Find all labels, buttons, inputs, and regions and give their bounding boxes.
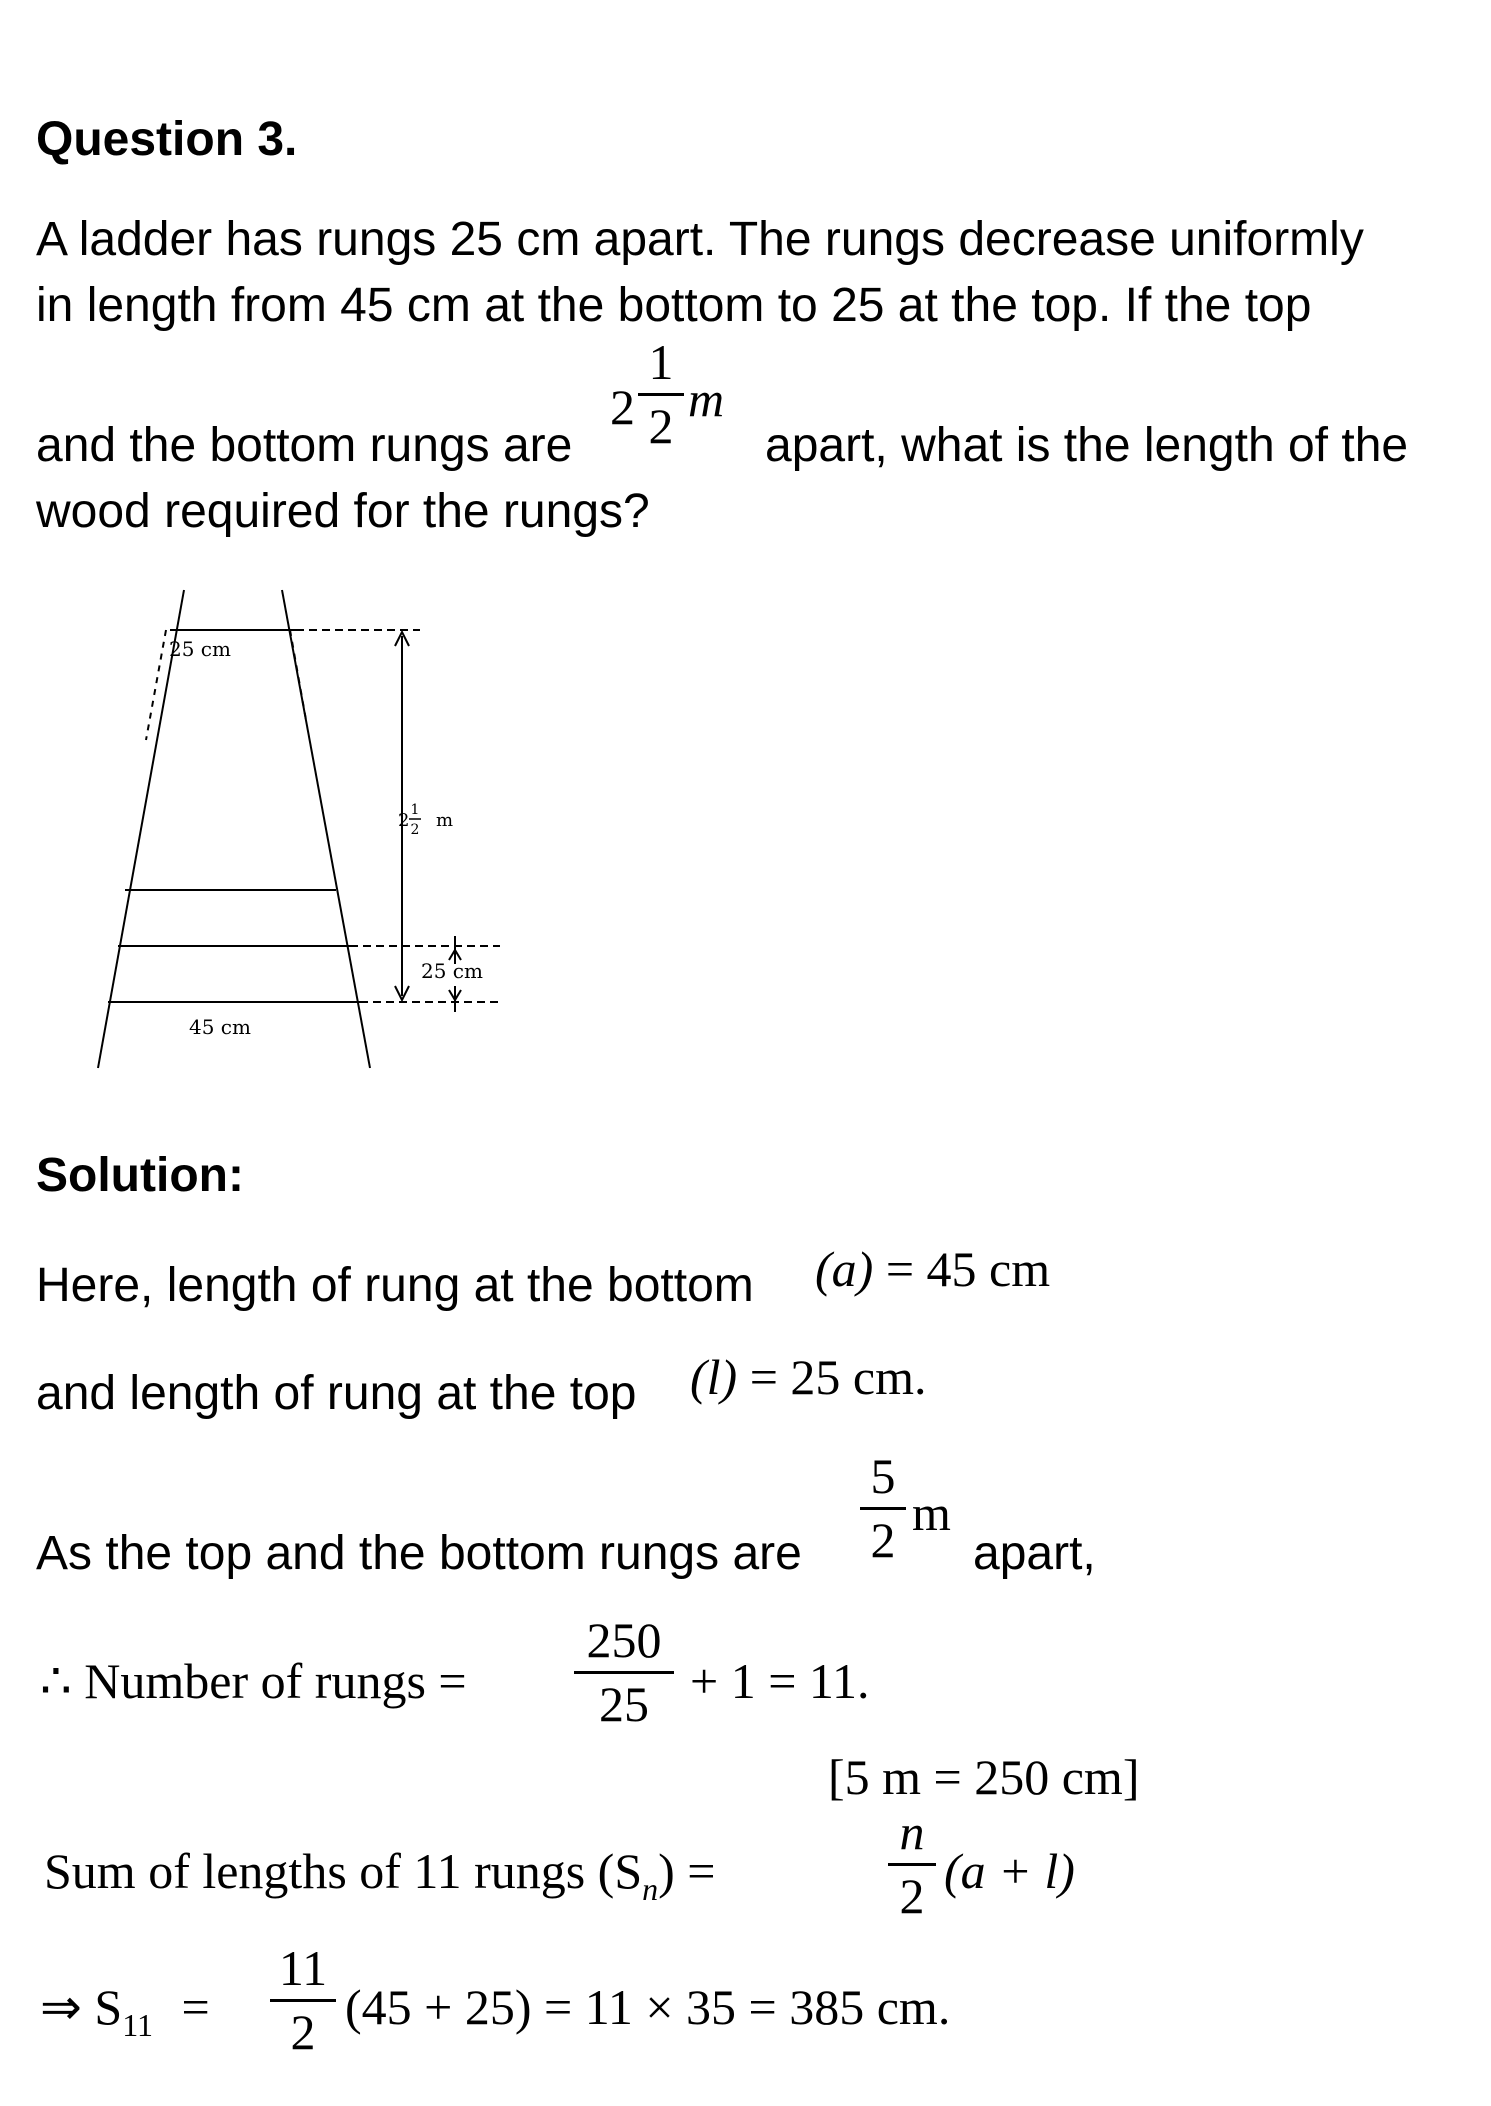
solution-line-3-text: As the top and the bottom rungs are xyxy=(36,1527,802,1580)
sum-fraction xyxy=(888,1806,936,1922)
final-frac xyxy=(270,1942,336,2058)
question-line-4: wood required for the rungs? xyxy=(36,485,650,538)
sum-suffix: (a + l) xyxy=(944,1843,1075,1899)
solution-heading: Solution: xyxy=(36,1149,244,1202)
rungs-fraction xyxy=(574,1614,674,1730)
sum-prefix: Sum of lengths of 11 rungs (S xyxy=(44,1843,643,1899)
figure-height-num: 1 xyxy=(410,802,420,818)
rungs-prefix: ∴ Number of rungs = xyxy=(40,1653,467,1709)
value-25: = 25 cm. xyxy=(749,1349,927,1405)
mixed-den: 2 xyxy=(648,397,674,454)
figure-top-label: 25 cm xyxy=(169,637,231,661)
sum-bar xyxy=(888,1863,936,1866)
ladder-figure xyxy=(90,580,520,1070)
mixed-unit: m xyxy=(688,371,725,427)
final-fraction xyxy=(270,1942,336,2058)
var-a: (a) xyxy=(815,1241,874,1297)
five-unit: m xyxy=(912,1485,951,1541)
final-eq: = xyxy=(181,1979,210,2035)
final-suffix: (45 + 25) = 11 × 35 = 385 cm. xyxy=(345,1979,951,2035)
question-heading: Question 3. xyxy=(36,113,298,166)
figure-height-unit: m xyxy=(436,810,454,831)
sum-num: n xyxy=(899,1804,925,1860)
figure-height-whole: 2 xyxy=(398,810,410,831)
mixed-whole: 2 xyxy=(610,379,635,435)
sum-frac xyxy=(888,1806,936,1922)
solution-line-3-frac xyxy=(860,1448,951,1568)
solution-line-2-math xyxy=(690,1348,927,1406)
question-line-1: A ladder has rungs 25 cm apart. The rungs decrease uniformly xyxy=(36,213,1364,266)
five-num: 5 xyxy=(870,1448,896,1504)
rungs-frac xyxy=(574,1614,674,1730)
left-rail xyxy=(98,590,184,1068)
figure-height-den: 2 xyxy=(410,822,420,838)
five-halves xyxy=(860,1450,906,1566)
five-bar xyxy=(860,1507,906,1510)
var-l: (l) xyxy=(690,1349,738,1405)
solution-line-1-math xyxy=(815,1240,1050,1298)
question-line-2: in length from 45 cm at the bottom to 25 at the top. If the top xyxy=(36,279,1312,332)
question-line-3-start: and the bottom rungs are xyxy=(36,419,573,472)
figure-bottom-label: 45 cm xyxy=(189,1015,251,1039)
final-prefix: ⇒ S xyxy=(40,1979,123,2035)
final-bar xyxy=(270,1999,336,2002)
value-45: = 45 cm xyxy=(885,1241,1051,1297)
question-line-3-end: apart, what is the length of the xyxy=(765,419,1409,472)
final-den: 2 xyxy=(290,2003,316,2060)
sum-mid: ) = xyxy=(658,1843,716,1899)
rungs-suffix: + 1 = 11. xyxy=(690,1653,870,1709)
solution-line-2-text: and length of rung at the top xyxy=(36,1367,637,1420)
rungs-bar xyxy=(574,1671,674,1674)
figure-height-label xyxy=(398,802,453,838)
final-num: 11 xyxy=(278,1940,328,1996)
solution-line-3-end: apart, xyxy=(973,1527,1096,1580)
figure-gap-label: 25 cm xyxy=(421,959,483,983)
final-sub: 11 xyxy=(122,2007,154,2043)
final-left xyxy=(40,1978,210,2043)
right-rail xyxy=(282,590,370,1068)
solution-line-1-text: Here, length of rung at the bottom xyxy=(36,1259,754,1312)
five-den: 2 xyxy=(870,1511,896,1568)
sum-line xyxy=(44,1842,716,1907)
mixed-frac xyxy=(638,336,684,452)
sum-den: 2 xyxy=(899,1867,925,1924)
left-rail-dashed xyxy=(146,630,166,740)
rungs-den: 25 xyxy=(599,1675,649,1732)
mixed-bar xyxy=(638,393,684,396)
rungs-num: 250 xyxy=(586,1612,662,1668)
unit-conversion-note: [5 m = 250 cm] xyxy=(828,1749,1140,1805)
sum-sub: n xyxy=(642,1871,659,1907)
mixed-num: 1 xyxy=(648,334,674,390)
